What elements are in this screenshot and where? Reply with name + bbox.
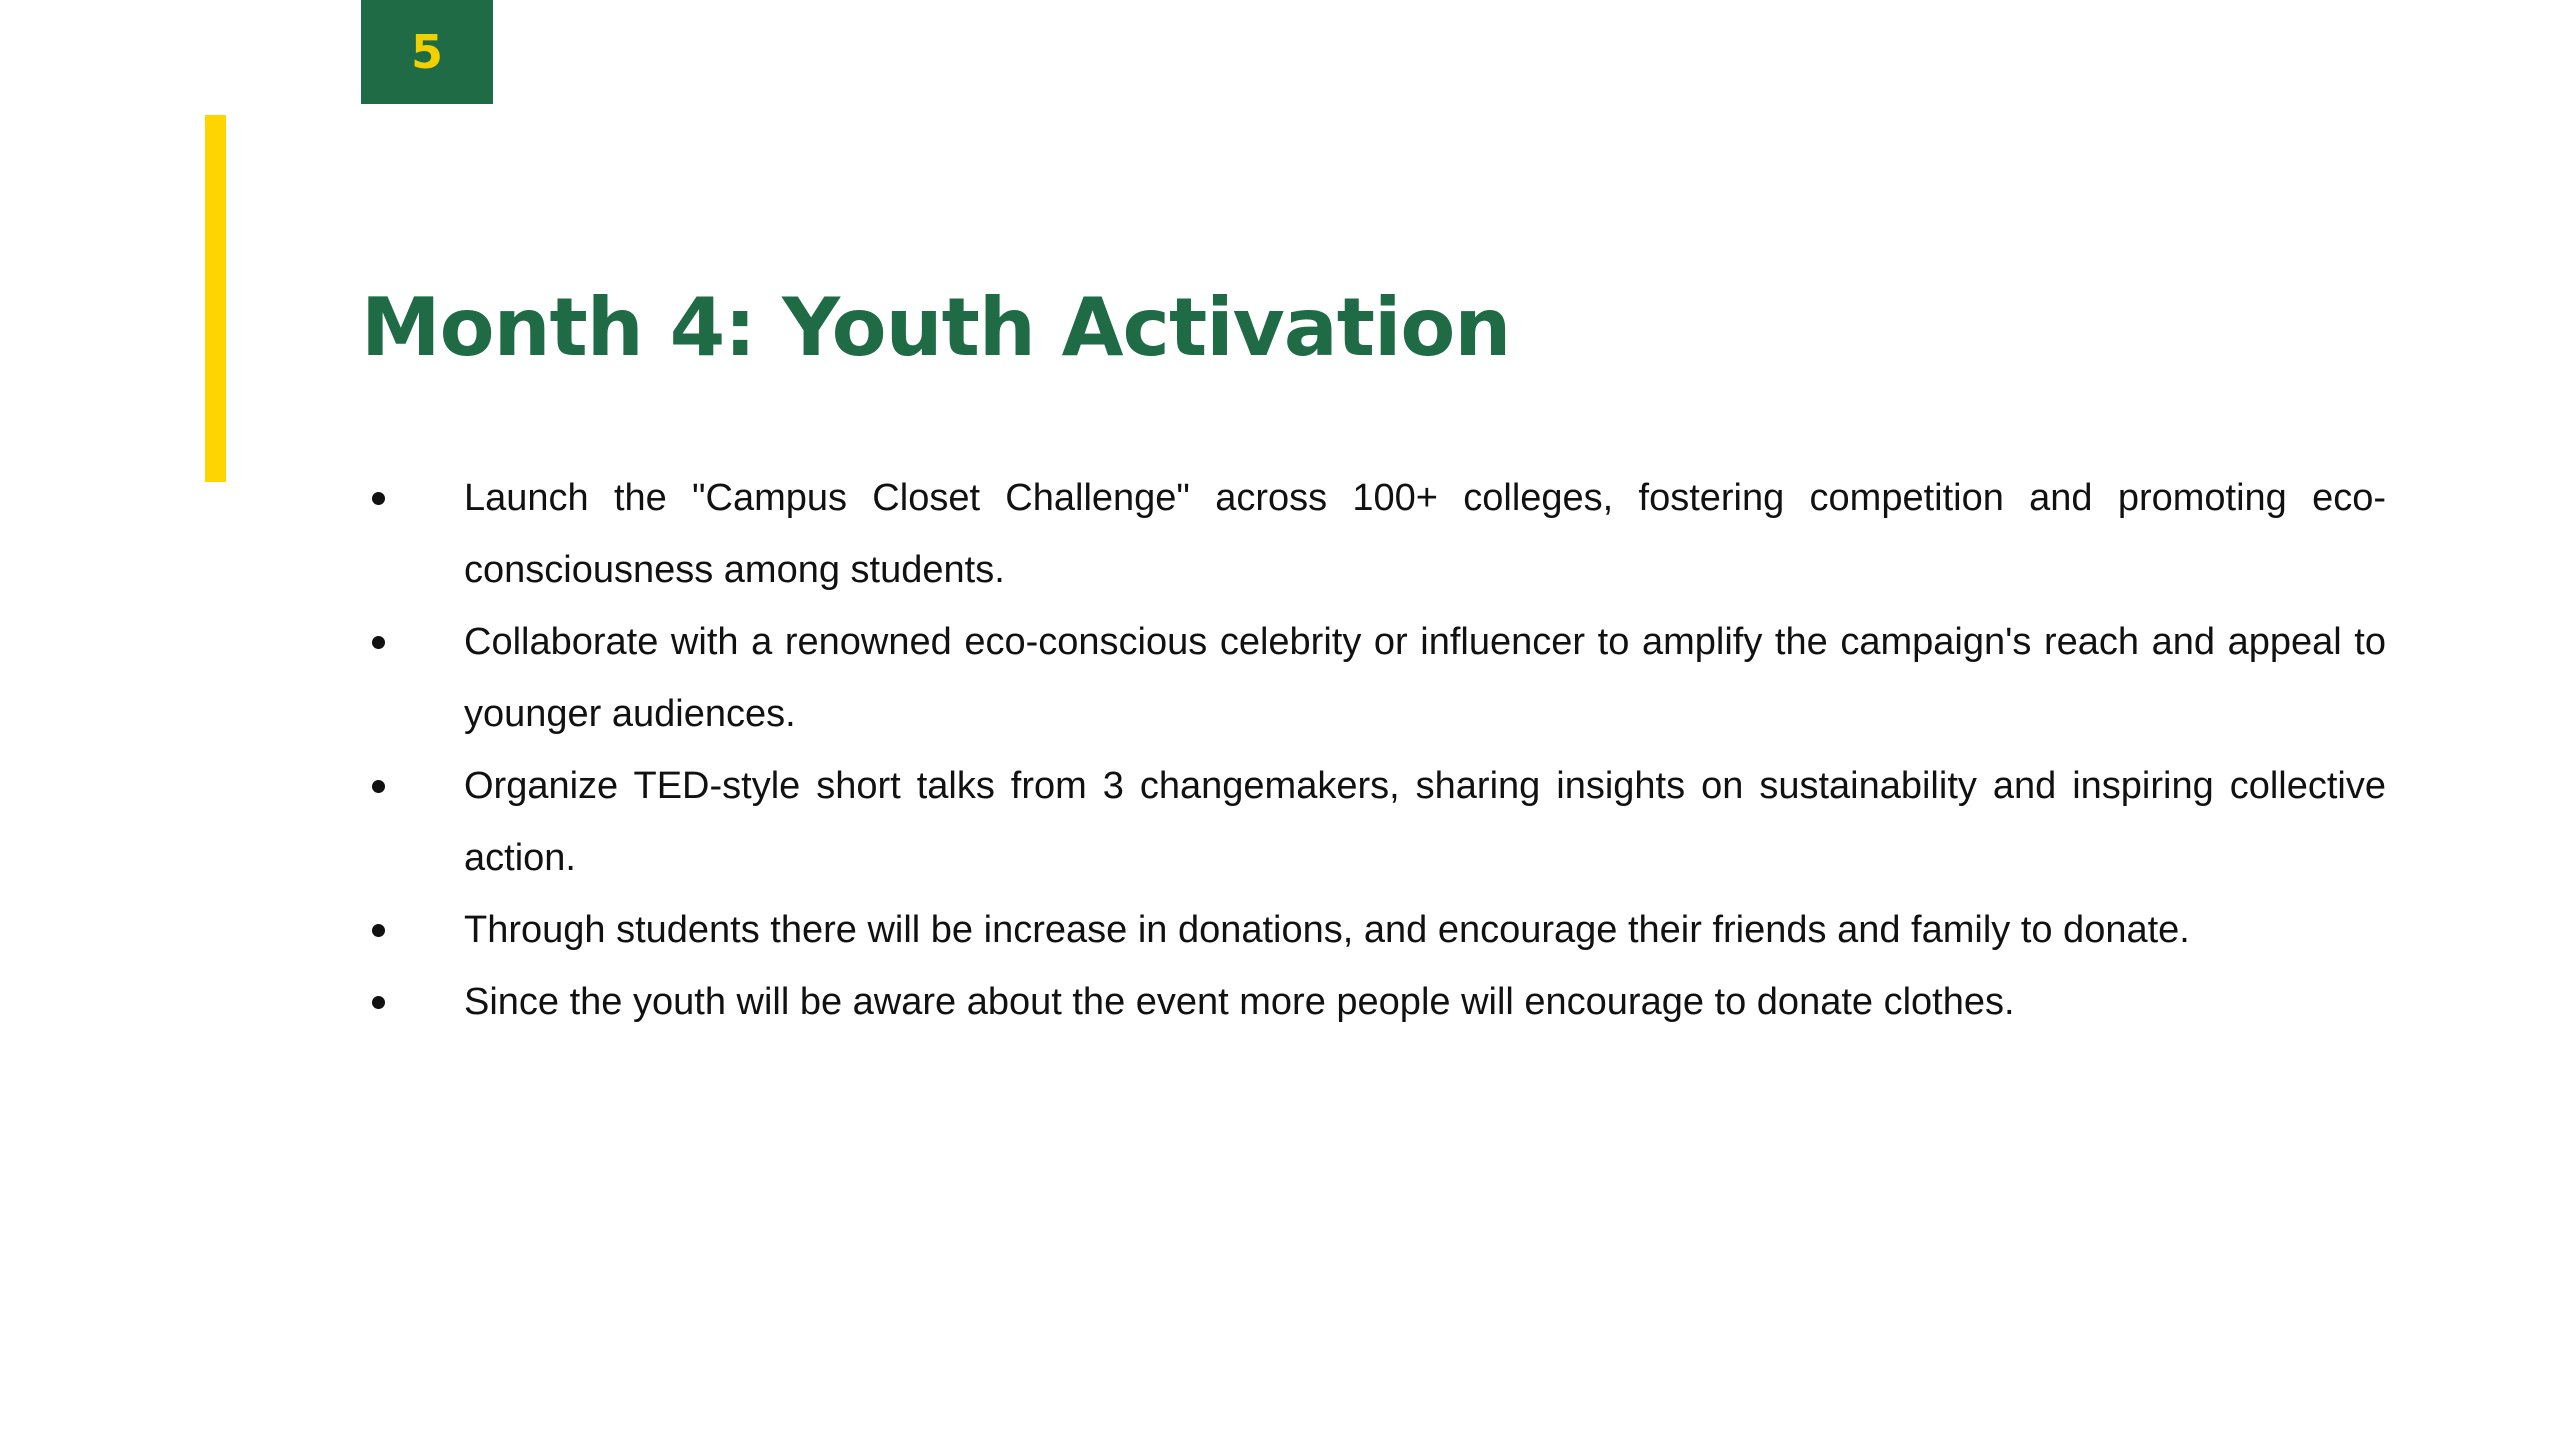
bullet-list: [361, 462, 2386, 1038]
bullet-dot-icon: [372, 924, 385, 937]
bullet-text: Through students there will be increase in donations, and encourage their friends and family to donate.: [464, 909, 2190, 951]
bullet-dot-icon: [372, 636, 385, 649]
slide-title: Month 4: Youth Activation: [361, 281, 1511, 374]
page-number-badge: [361, 0, 493, 104]
bullet-text: Launch the "Campus Closet Challenge" across 100+ colleges, fostering competition and promoting eco-consciousness among students.: [464, 477, 2386, 591]
bullet-text: Since the youth will be aware about the event more people will encourage to donate clothes.: [464, 981, 2015, 1023]
bullet-text: Organize TED-style short talks from 3 changemakers, sharing insights on sustainability and inspiring collective action.: [464, 765, 2386, 879]
accent-bar: [205, 115, 226, 482]
bullet-text: Collaborate with a renowned eco-conscious celebrity or influencer to amplify the campaign's reach and appeal to younger audiences.: [464, 621, 2386, 735]
bullet-item-2: [361, 606, 2386, 750]
bullet-item-5: [361, 966, 2386, 1038]
bullet-item-4: [361, 894, 2386, 966]
bullet-dot-icon: [372, 492, 385, 505]
bullet-item-1: [361, 462, 2386, 606]
bullet-dot-icon: [372, 996, 385, 1009]
bullet-item-3: [361, 750, 2386, 894]
bullet-dot-icon: [372, 780, 385, 793]
page-number: 5: [410, 25, 443, 79]
